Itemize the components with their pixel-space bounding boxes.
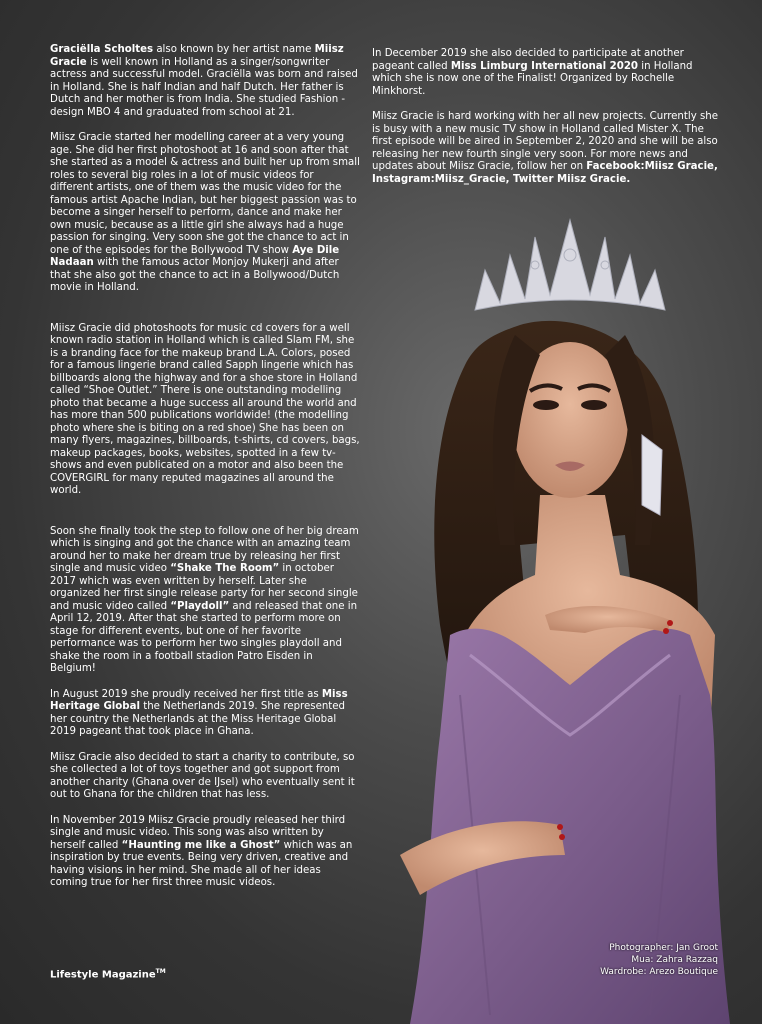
right-eye <box>581 400 607 410</box>
bold-single-title: “Shake The Room” <box>170 563 280 574</box>
article-paragraph-2 <box>50 132 360 295</box>
crown <box>475 220 665 310</box>
article-right-column <box>372 48 722 199</box>
credit-mua: Mua: Zahra Razzaq <box>631 955 718 965</box>
text-run: which was an inspiration by true events. Being very driven, creative and having visions in her mind. She made all of her ideas coming true for her first three music videos. <box>50 839 353 888</box>
text-run: is well known in Holland as a singer/songwriter actress and successful model. Graciëlla was born and raised in Holland. She is half Indian and half Dutch. Her father is Dutch and her mother is from India. She studied Fashion - design MBO 4 and graduated from school at 21. <box>50 56 358 118</box>
bold-artist-name: Miisz Gracie <box>50 44 344 68</box>
bold-title: Miss Heritage Global <box>50 688 348 712</box>
text-run: In August 2019 she proudly received her first title as <box>50 688 322 700</box>
text-run: Miisz Gracie started her modelling career at a very young age. She did her first photoshoot at 16 and soon after that she started as a model & actress and built her up from small roles to several big roles in a lot of music videos for different artists, one of them was the music video for the famous artist Apache Indian, but her biggest passion was to become a singer herself to perform, dance and make her own music, because as a little girl she always had a huge passion for singing. Very soon she got the chance to act in one of the episodes for the Bollywood TV show <box>50 132 360 256</box>
article-paragraph-3: Miisz Gracie did photoshoots for music cd covers for a well known radio station in Holland which is called Slam FM, she is a branding face for the makeup brand L.A. Colors, posed for a famous lingerie brand called Sapph lingerie which has billboards along the highway and for a shoe store in Holland called “Shoe Outlet.” There is one outstanding modelling photo that became a huge success all around the world and has more than 500 publications worldwide! (the modelling photo where she is biting on a red shoe) She has been on many flyers, magazines, billboards, t-shirts, cd covers, bags, makeup packages, books, websites, spotted in a few tv-shows and even publicated on a motor and also been the COVERGIRL for many reputed magazines all around the world. <box>50 322 360 496</box>
magazine-footer <box>50 968 166 980</box>
bold-show-title: Aye Dile Nadaan <box>50 244 340 268</box>
article-paragraph-4 <box>50 526 360 676</box>
bold-single-title: “Playdoll” <box>170 600 230 612</box>
text-run: In November 2019 Miisz Gracie proudly released her third single and music video. This song was also written by herself called <box>50 814 346 851</box>
article-paragraph-5 <box>50 689 360 739</box>
trademark-mark: TM <box>155 968 166 975</box>
bold-name: Graciëlla Scholtes <box>50 44 154 55</box>
text-run: also known by her artist name <box>153 44 315 55</box>
text-run: in Holland which she is now one of the Finalist! Organized by Rochelle Minkhorst. <box>372 60 693 97</box>
text-run: Miisz Gracie is hard working with her all new projects. Currently she is busy with a new music TV show in Holland called Mister X. The first episode will be aired in September 2, 2020 and she will be also releasing her new fourth single very soon. For more news and updates about Miisz Gracie, follow her on <box>372 111 719 172</box>
bold-single-title: “Haunting me like a Ghost” <box>121 839 281 851</box>
bold-pageant-title: Miss Limburg International 2020 <box>450 60 639 72</box>
left-eye <box>533 400 559 410</box>
text-run: and released that one in April 12, 2019. After that she started to perform more on stage for different events, but one of her favorite performance was to perform her two singles playdoll and shake the room in a football stadion Patro Eisden in Belgium! <box>50 600 358 674</box>
text-run: in october 2017 which was even written by herself. Later she organized her first single release party for her second single and music video called <box>50 563 358 612</box>
credit-wardrobe: Wardrobe: Arezo Boutique <box>600 967 718 977</box>
text-run: with the famous actor Monjoy Mukerji and after that she also got the chance to act in a Bollywood/Dutch movie in Holland. <box>50 257 340 293</box>
article-paragraph-7 <box>50 815 360 890</box>
magazine-brand: Lifestyle Magazine <box>50 969 156 981</box>
article-paragraph-8 <box>372 48 722 98</box>
credit-photographer: Photographer: Jan Groot <box>609 943 718 953</box>
article-paragraph-1 <box>50 44 360 119</box>
portrait-photo <box>370 215 762 1024</box>
text-run: the Netherlands 2019. She represented her country the Netherlands at the Miss Heritage Global 2019 pageant that took place in Ghana. <box>50 701 346 737</box>
article-paragraph-6: Miisz Gracie also decided to start a charity to contribute, so she collected a lot of toys together and got support from another charity (Ghana over de IJsel) who eventually sent it out to Ghana for the children that has less. <box>50 751 355 800</box>
article-left-column <box>50 44 360 903</box>
bold-social-handles: Facebook:Miisz Gracie, Instagram:Miisz_Gracie, Twitter Miisz Gracie. <box>372 161 718 185</box>
article-paragraph-9 <box>372 111 722 186</box>
photo-credits <box>600 942 718 978</box>
text-run: In December 2019 she also decided to participate at another pageant called <box>372 48 684 72</box>
text-run: Soon she finally took the step to follow one of her big dream which is singing and got the chance with an amazing team around her to make her dream true by releasing her first single and music video <box>50 525 359 574</box>
